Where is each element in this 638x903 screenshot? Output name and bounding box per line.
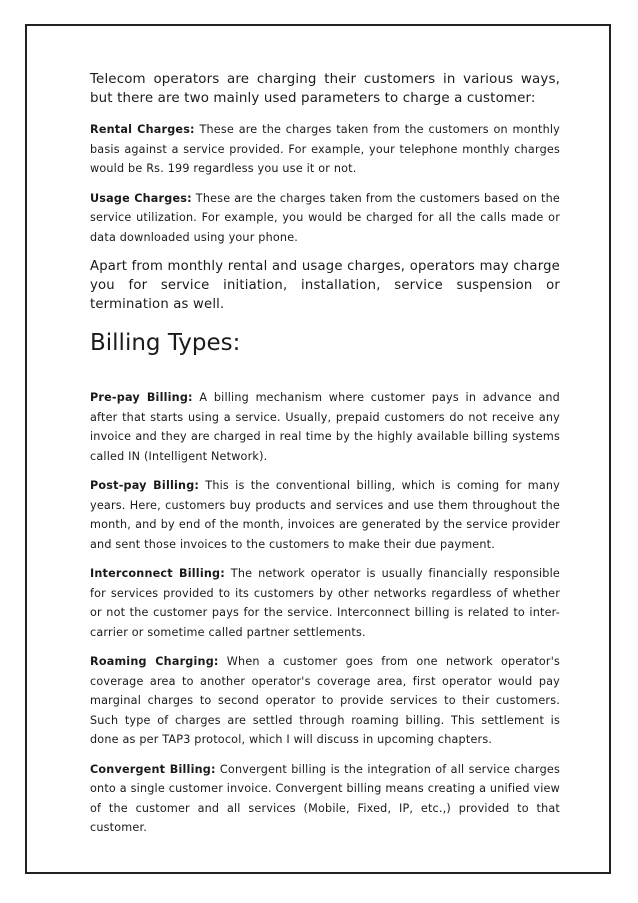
usage-charges-paragraph [90, 189, 560, 248]
billing-type-description: When a customer goes from one network operator's coverage area to another operator's coverage area, first operator would pay marginal charges to second operator to provide services to their customers. Such type of charges are settled through roaming billing. This settlement is done as per TAP3 protocol, which I will discuss in upcoming chapters. [90, 655, 560, 746]
billing-type-term: Roaming Charging: [90, 655, 219, 668]
billing-type-term: Post-pay Billing: [90, 479, 200, 492]
billing-type-description: The network operator is usually financially responsible for services provided to its customers by other networks regardless of whether or not the customer pays for the service. Interconnect billing is related to inter-carrier or sometime called partner settlements. [90, 567, 560, 639]
closing-paragraph: Apart from monthly rental and usage charges, operators may charge you for service initiation, installation, service suspension or termination as well. [90, 259, 560, 312]
usage-charges-term: Usage Charges: [90, 191, 192, 205]
billing-type-convergent [90, 760, 560, 838]
document-body [90, 70, 560, 848]
billing-type-interconnect [90, 564, 560, 642]
billing-type-postpay [90, 476, 560, 554]
rental-charges-text: These are the charges taken from the customers on monthly basis against a service provided. For example, your telephone monthly charges would be Rs. 199 regardless you use it or not. [90, 123, 560, 175]
intro-paragraph: Telecom operators are charging their customers in various ways, but there are two mainly used parameters to charge a customer: [90, 72, 560, 106]
billing-type-term: Convergent Billing: [90, 762, 216, 776]
billing-type-description: This is the conventional billing, which is coming for many years. Here, customers buy products and services and use them throughout the month, and by end of the month, invoices are generated by the service provider and sent those invoices to the customers to make their due payment. [90, 479, 560, 551]
billing-type-prepay [90, 388, 560, 466]
billing-type-term: Interconnect Billing: [90, 567, 225, 580]
rental-charges-paragraph [90, 120, 560, 179]
rental-charges-term: Rental Charges: [90, 123, 195, 136]
billing-type-term: Pre-pay Billing: [90, 391, 193, 404]
billing-type-description: Convergent billing is the integration of all service charges onto a single customer invoice. Convergent billing means creating a unified view of the customer and all services (Mobile, Fixed, IP, etc.,) provided to that customer. [90, 762, 560, 834]
billing-types-heading: Billing Types: [90, 330, 241, 356]
billing-types-list [90, 388, 560, 838]
billing-type-description: A billing mechanism where customer pays in advance and after that starts using a service. Usually, prepaid customers do not receive any invoice and they are charged in real time by the highly available billing systems called IN (Intelligent Network). [90, 391, 560, 463]
billing-type-roaming [90, 652, 560, 750]
usage-charges-text: These are the charges taken from the customers based on the service utilization. For example, you would be charged for all the calls made or data downloaded using your phone. [90, 191, 560, 244]
